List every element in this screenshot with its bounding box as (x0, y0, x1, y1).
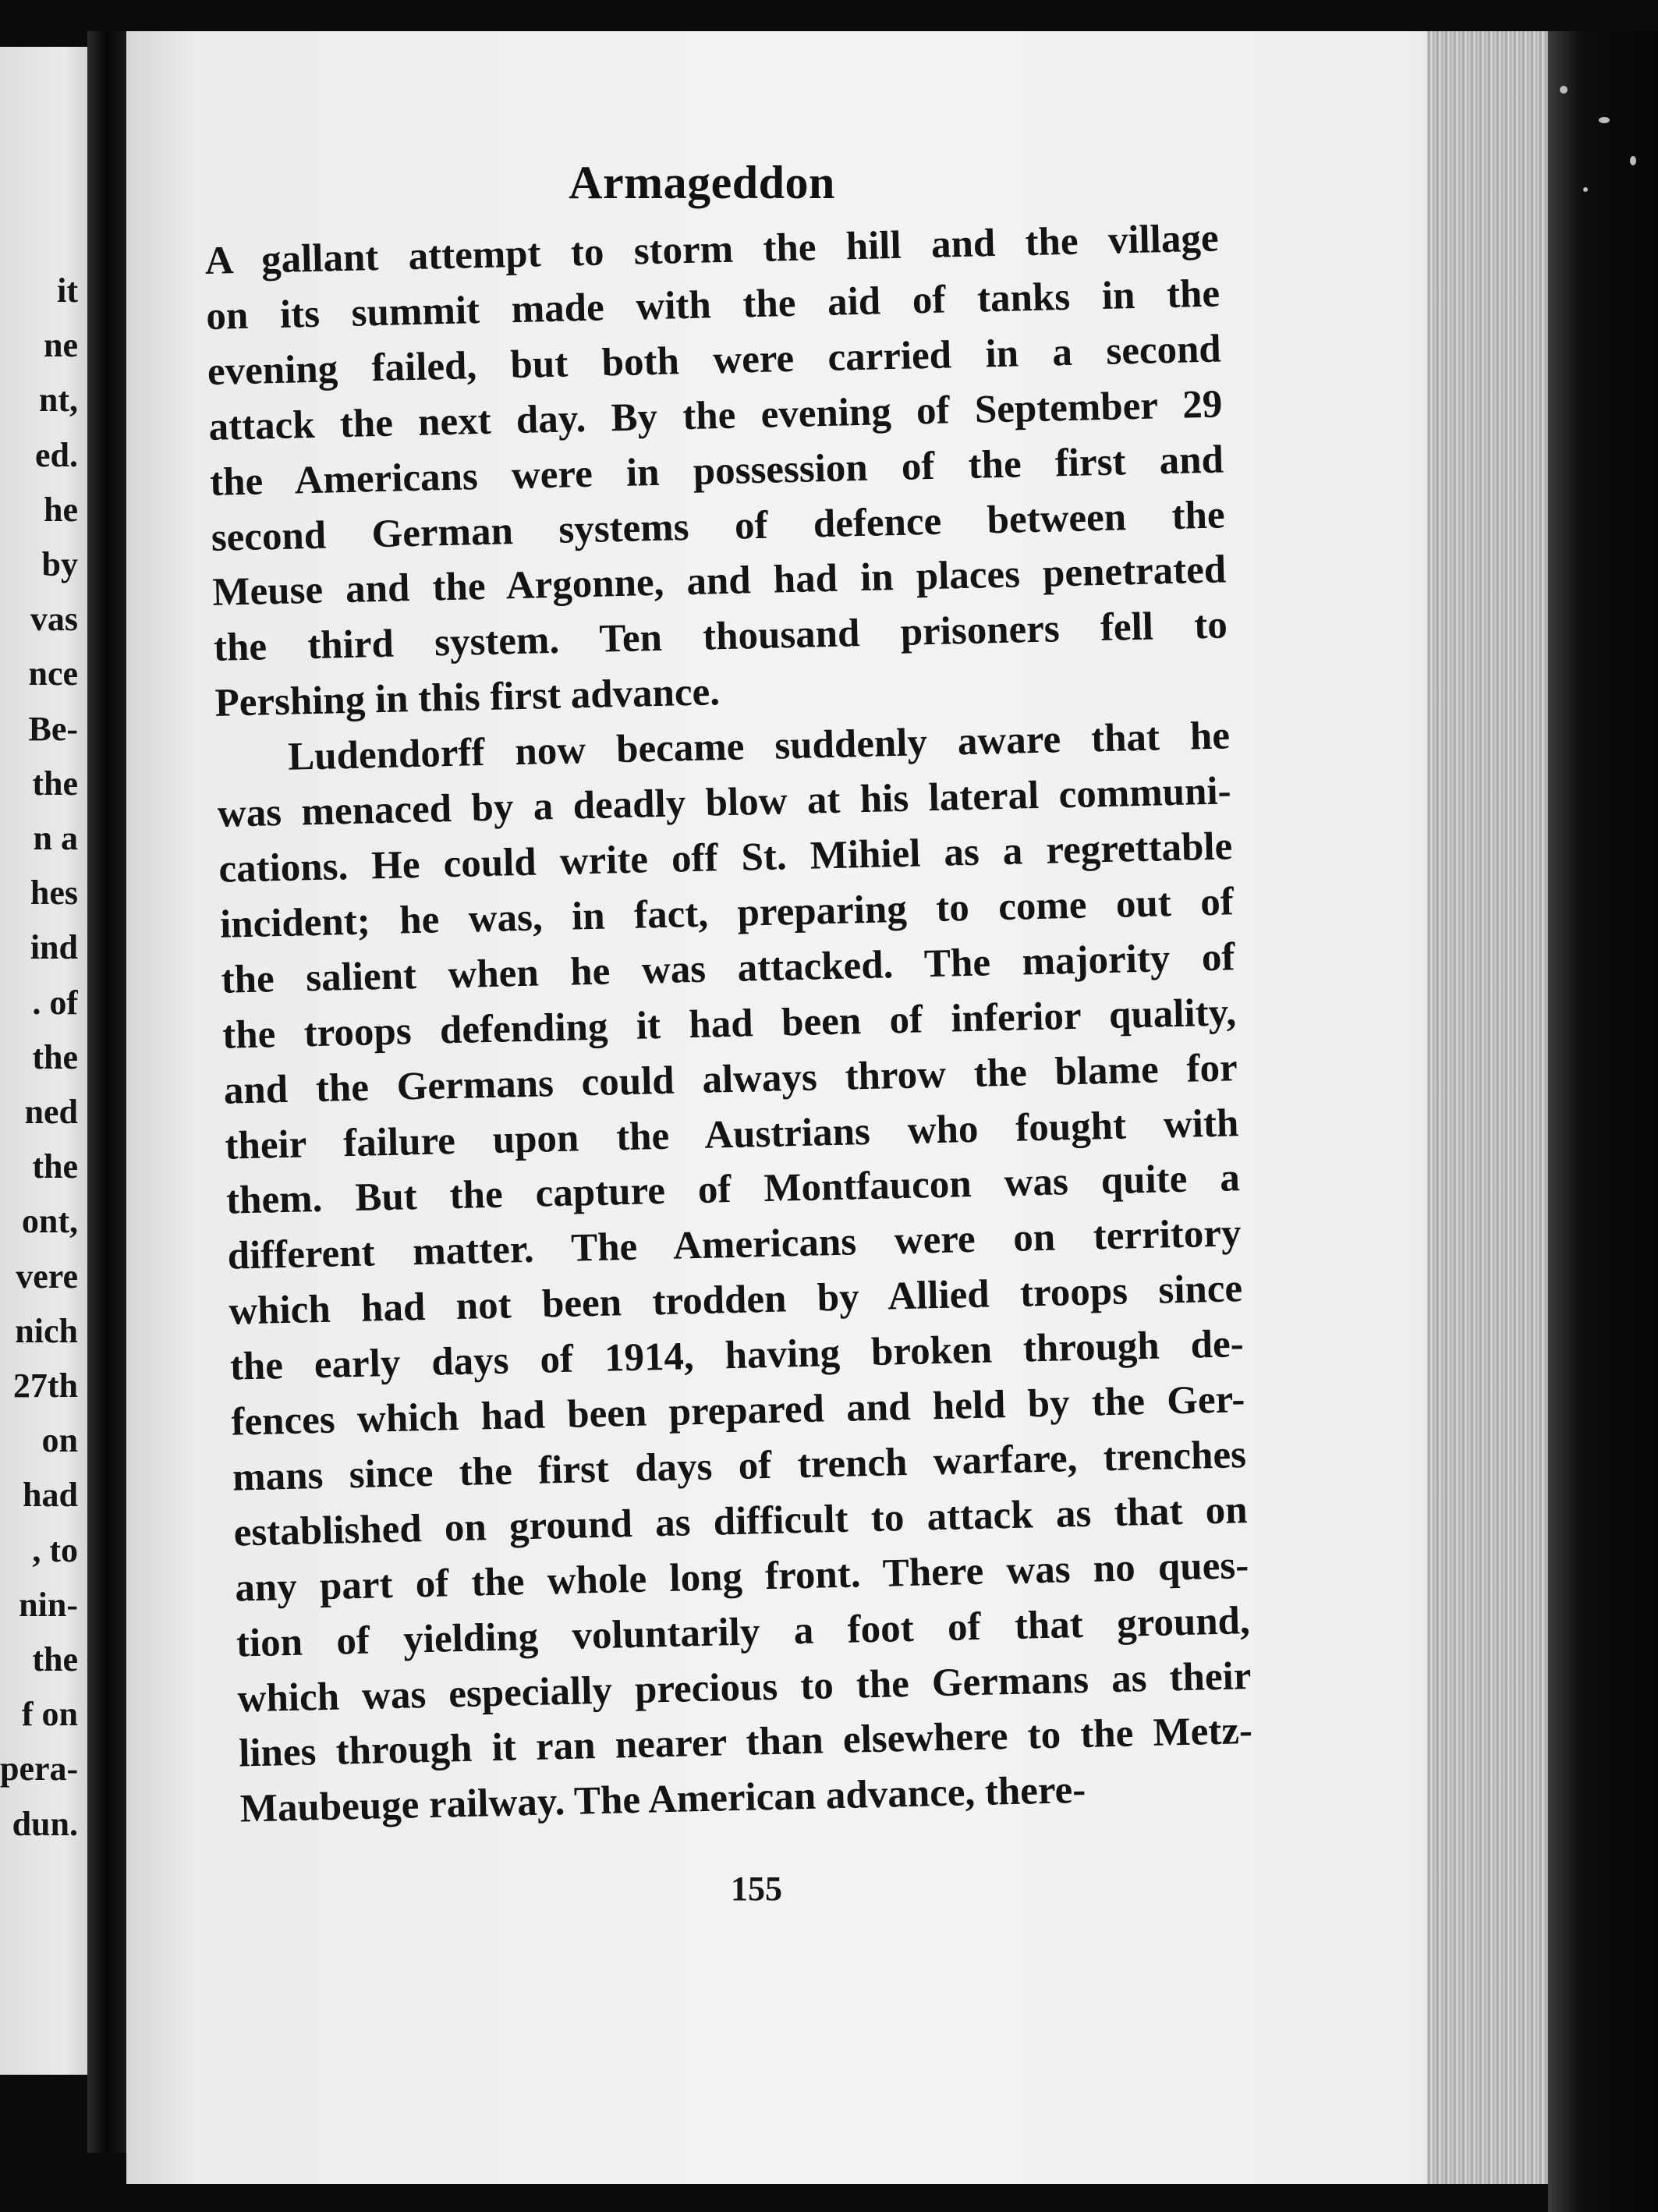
body-text (204, 211, 1254, 1838)
text-line: them. But the capture of Montfaucon was quite a (225, 1156, 1241, 1224)
text-line: on its summit made with the aid of tanks in the (205, 271, 1220, 339)
text-line: evening failed, but both were carried in a second (207, 327, 1222, 394)
previous-page-line: ne (44, 326, 78, 365)
previous-page-line: 27th (12, 1367, 78, 1406)
previous-page-line: vas (30, 600, 78, 639)
previous-page-line: had (23, 1476, 78, 1515)
page-fore-edge (1427, 31, 1560, 2184)
previous-page-line: n a (33, 819, 78, 858)
text-line: different matter. The Americans were on territory (227, 1211, 1242, 1278)
previous-page-line: dun. (12, 1804, 78, 1843)
text-line: mans since the first days of trench warfare, trenches (232, 1433, 1247, 1500)
text-line: which was especially precious to the Germans as their (236, 1654, 1252, 1721)
previous-page-line: ind (30, 928, 78, 967)
text-line: tion of yielding voluntarily a foot of that ground, (236, 1598, 1251, 1666)
previous-page-line: on (41, 1421, 78, 1460)
previous-page-line: the (32, 1037, 78, 1076)
previous-page-line: ont, (21, 1202, 78, 1241)
text-line: any part of the whole long front. There was no ques- (234, 1543, 1249, 1611)
previous-page-line: it (57, 271, 78, 310)
dust-speck (1599, 117, 1610, 123)
text-line: Ludendorff now became suddenly aware that he (287, 714, 1231, 779)
previous-page-line: by (41, 545, 78, 584)
previous-page-line: ned (24, 1093, 78, 1132)
previous-page-line: Be- (28, 709, 78, 748)
text-line: was menaced by a deadly blow at his lateral communi- (217, 769, 1232, 836)
previous-page-line: he (44, 490, 78, 529)
previous-page-line: ed. (35, 435, 78, 474)
dust-speck (1583, 187, 1588, 192)
text-line: attack the next day. By the evening of September 29 (207, 382, 1223, 449)
text-line: the early days of 1914, having broken through de- (229, 1322, 1245, 1389)
previous-page-line: pera- (0, 1749, 78, 1788)
dust-speck (1560, 86, 1568, 94)
previous-page-line: hes (30, 874, 78, 913)
text-line: which had not been trodden by Allied troops since (228, 1267, 1243, 1334)
previous-page-line: nt, (38, 381, 78, 420)
previous-page-line: vere (16, 1257, 78, 1296)
dust-speck (1630, 156, 1636, 165)
text-line: lines through it ran nearer than elsewhere to the Metz- (238, 1709, 1253, 1776)
previous-page-line: the (32, 1147, 78, 1186)
text-line: cations. He could write off St. Mihiel as a regrettable (218, 824, 1233, 892)
text-line: A gallant attempt to storm the hill and the village (204, 216, 1220, 283)
text-line: Pershing in this first advance. (214, 670, 721, 726)
book-edge (1548, 31, 1658, 2212)
text-line: the troops defending it had been of inferior quality, (221, 990, 1237, 1058)
previous-page-line: the (32, 764, 78, 803)
text-line: established on ground as difficult to attack as that on (233, 1487, 1249, 1555)
previous-page-line: nce (28, 654, 78, 693)
previous-page-line: nin- (19, 1585, 78, 1624)
text-line: incident; he was, in fact, preparing to come out of (219, 880, 1235, 947)
text-line: and the Germans could always throw the blame for (223, 1045, 1238, 1113)
page-number: 155 (731, 1870, 782, 1908)
previous-page-line: f on (21, 1695, 78, 1734)
text-line: the salient when he was attacked. The majority of (221, 935, 1236, 1002)
previous-page-line: , to (32, 1530, 78, 1569)
text-line: their failure upon the Austrians who fought with (224, 1101, 1239, 1168)
running-head: Armageddon (569, 157, 835, 208)
text-line: the third system. Ten thousand prisoners fell to (213, 603, 1228, 671)
text-line: second German systems of defence between the (211, 492, 1226, 560)
text-line: Meuse and the Argonne, and had in places penetrated (211, 548, 1227, 615)
previous-page-text (0, 264, 78, 1852)
previous-page-line: the (32, 1640, 78, 1679)
text-line: fences which had been prepared and held by the Ger- (230, 1377, 1245, 1445)
previous-page-line: . of (32, 983, 78, 1022)
text-line: the Americans were in possession of the first and (209, 438, 1224, 505)
previous-page-line: nich (15, 1311, 78, 1350)
text-line: Maubeuge railway. The American advance, there- (239, 1768, 1086, 1831)
